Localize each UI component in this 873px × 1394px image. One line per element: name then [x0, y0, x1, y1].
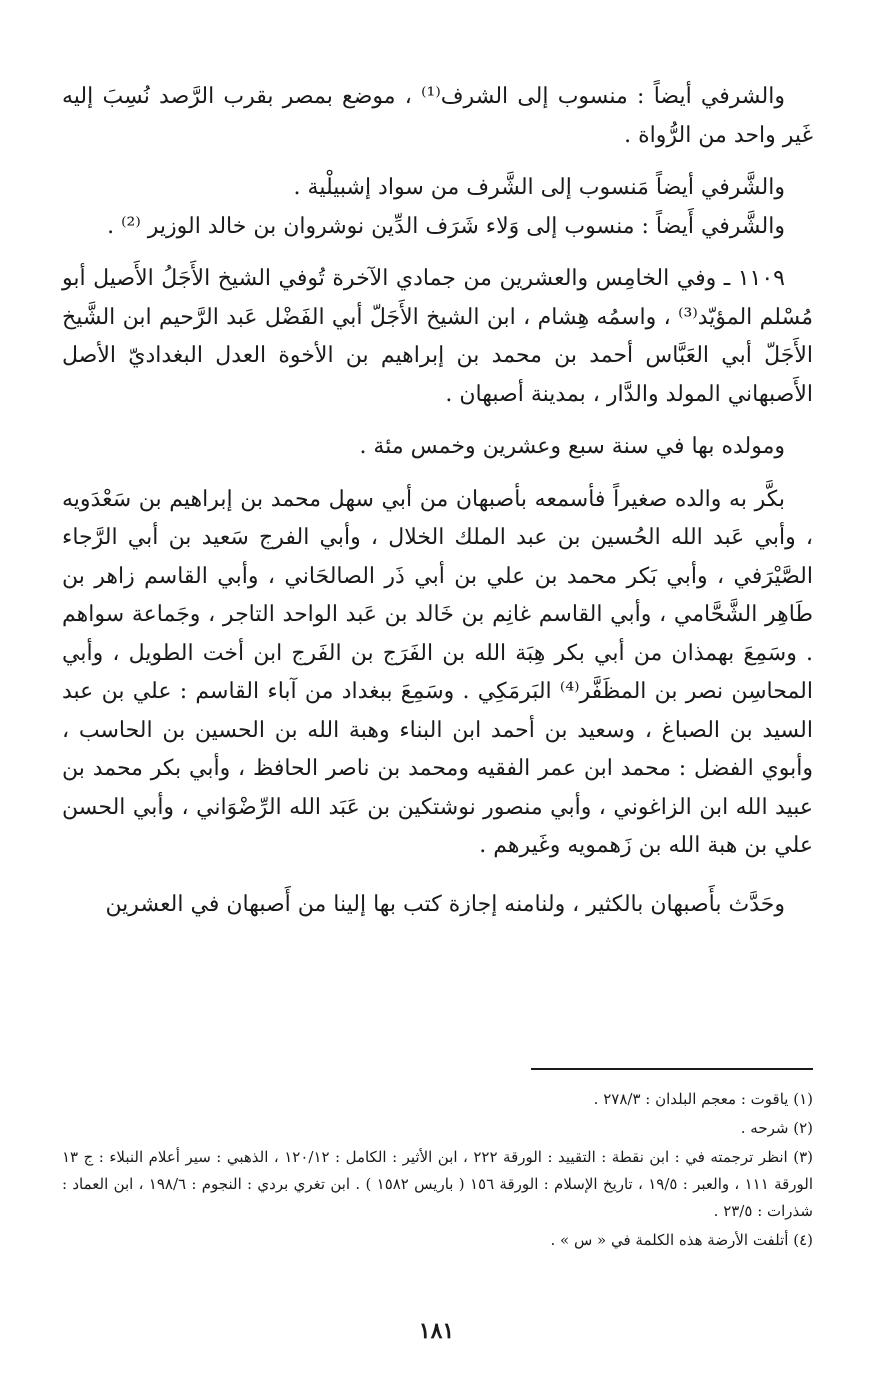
paragraph-entry-1109: ١١٠٩ ـ وفي الخامِس والعشرين من جمادي الآخرة تُوفي الشيخ الأَجَلُ الأَصيل أبو مُسْلم المؤيّد⁽³⁾ ، واسمُه هِشام ، ابن الشيخ الأَجَلّ أبي الفَضْل عَبد الرَّحيم ابن الشَّيخ الأَجَلّ أبي العَبَّاس أحمد بن محمد بن إبراهيم بن الأخوة العدل البغداديّ الأصل الأَصبهاني المولد والدَّار ، بمدينة أصبهان .: [62, 266, 813, 407]
footnote-3: (٣) انظر ترجمته في : ابن نقطة : التقييد : الورقة ٢٢٢ ، ابن الأثير : الكامل : ١٢٠/١٢ ، الذهبي : سير أعلام النبلاء : ج ١٣ الورقة ١١١ ، والعبر : ١٩/٥ ، تاريخ الإسلام : الورقة ١٥٦ ( باريس ١٥٨٢ ) . ابن تغري بردي : النجوم : ١٩٨/٦ ، ابن العماد : شذرات : ٢٣/٥ .: [62, 1148, 814, 1220]
paragraph-narration: وحَدَّث بأَصبهان بالكثير ، ولنامنه إجازة كتب بها إلينا من أَصبهان في العشرين: [105, 891, 785, 917]
footnote-1: (١) ياقوت : معجم البلدان : ٢٧٨/٣ .: [593, 1090, 813, 1108]
paragraph-sharafi-wala: والشَّرفي أَيضاً : منسوب إلى وَلاء شَرَف الدِّين نوشروان بن خالد الوزير ⁽²⁾ .: [107, 213, 785, 239]
paragraph-sharafi-egypt: والشرفي أيضاً : منسوب إلى الشرف⁽¹⁾ ، موضع بمصر بقرب الرَّصد نُسِبَ إليه غَير واحد من الرُّواة .: [62, 84, 813, 148]
footnote-separator: [531, 1068, 813, 1070]
paragraph-birth: ومولده بها في سنة سبع وعشرين وخمس مئة .: [359, 434, 785, 459]
page-number: ١٨١: [418, 1318, 455, 1344]
footnote-4: (٤) أتلفت الأرضة هذه الكلمة في « س » .: [550, 1231, 813, 1249]
paragraph-sharafi-seville: والشَّرفي أيضاً مَنسوب إلى الشَّرف من سواد إشبيلْية .: [293, 175, 785, 200]
paragraph-teachers: بكَّر به والده صغيراً فأسمعه بأصبهان من أبي سهل محمد بن إبراهيم بن سَعْدَويه ، وأبي عَبد الله الحُسين بن عبد الملك الخلال ، وأبي الفرج سَعيد بن أبي الرَّجاء الصَّيْرَفي ، وأبي بَكر محمد بن علي بن أبي ذَر الصالحَاني ، وأبي القاسم زاهر بن طَاهِر الشَّحَّامي ، وأبي القاسم غانِم بن خَالد بن عَبد الواحد التاجر ، وجَماعة سواهم . وسَمِعَ بهمذان من أبي بكر هِبَة الله بن الفَرَج بن الفَرج ابن أخت الطويل ، وأبي المحاسِن نصر بن المظَفَّر⁽⁴⁾ البَرمَكِي . وسَمِعَ ببغداد من آباء القاسم : علي بن عبد السيد بن الصباغ ، وسعيد بن أحمد ابن البناء وهبة الله بن الحسين بن الحاسب ، وأبوي الفضل : محمد ابن عمر الفقيه ومحمد بن ناصر الحافظ ، وأبي بكر محمد بن عبيد الله ابن الزاغوني ، وأبي منصور نوشتكين بن عَبَد الله الرِّضْوَاني ، وأبي الحسن علي بن هبة الله بن زَهمويه وغَيرهم .: [62, 486, 813, 858]
footnotes: [62, 1086, 813, 1256]
footnote-2: (٢) شرحه .: [740, 1119, 813, 1137]
